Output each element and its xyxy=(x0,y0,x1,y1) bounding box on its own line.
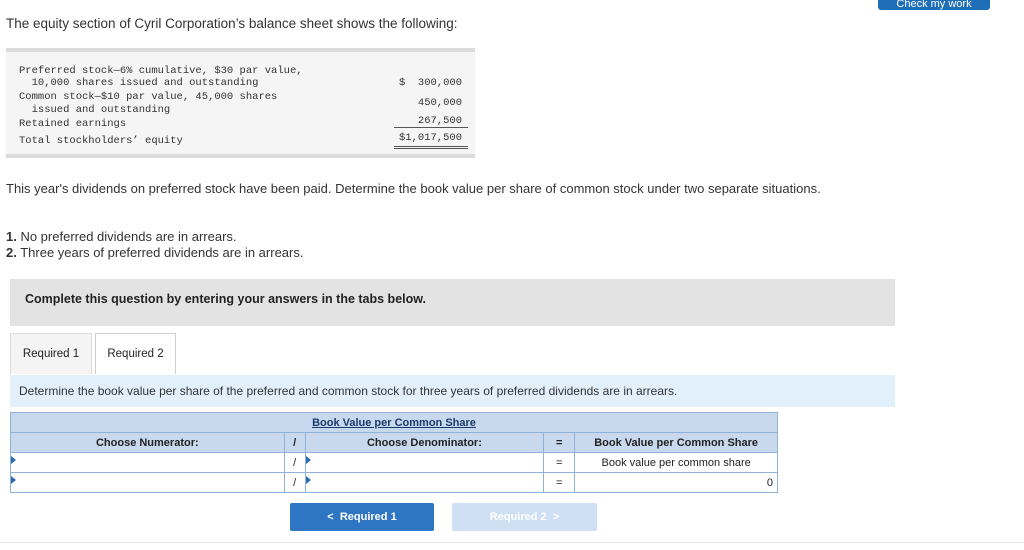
bs-row-amount: 267,500 xyxy=(417,115,462,127)
tab-instruction: Determine the book value per share of the preferred and common stock for three years of preferred dividends are in arrears. xyxy=(10,375,895,407)
book-value-table xyxy=(10,412,778,493)
tab-required-2[interactable]: Required 2 xyxy=(95,333,176,374)
result-header: Book Value per Common Share xyxy=(575,433,778,453)
numerator-input[interactable] xyxy=(11,473,285,493)
table-row xyxy=(11,473,778,493)
divide-symbol: / xyxy=(284,433,305,453)
situation-item: 1. No preferred dividends are in arrears. xyxy=(6,229,237,244)
dropdown-marker-icon xyxy=(306,456,311,464)
numerator-input[interactable] xyxy=(11,453,285,473)
question-text: This year's dividends on preferred stock have been paid. Determine the book value per share of common stock under two separate situations. xyxy=(6,181,821,196)
bs-row-amount: 450,000 xyxy=(417,97,462,109)
chevron-right-icon: > xyxy=(552,511,560,523)
equals-symbol: = xyxy=(544,453,575,473)
equals-symbol: = xyxy=(544,433,575,453)
bs-row-label: Retained earnings xyxy=(19,118,127,130)
divide-symbol: / xyxy=(284,473,305,493)
bs-row-label: 10,000 shares issued and outstanding xyxy=(19,77,259,89)
result-label: Book value per common share xyxy=(575,453,778,473)
dropdown-marker-icon xyxy=(11,476,16,484)
equals-symbol: = xyxy=(544,473,575,493)
tab-required-1[interactable]: Required 1 xyxy=(10,333,92,374)
divide-symbol: / xyxy=(284,453,305,473)
bs-row-label: Common stock—$10 par value, 45,000 shares xyxy=(19,91,278,103)
numerator-header: Choose Numerator: xyxy=(11,433,285,453)
bs-row-label: issued and outstanding xyxy=(19,104,171,116)
chevron-left-icon: < xyxy=(327,511,334,523)
instructions-banner: Complete this question by entering your answers in the tabs below. xyxy=(10,279,895,326)
next-required-button[interactable]: Required 2 > xyxy=(452,503,597,531)
situation-list xyxy=(6,229,303,261)
double-rule-top xyxy=(394,146,468,147)
situation-item: 2. Three years of preferred dividends are in arrears. xyxy=(6,245,304,260)
denominator-input[interactable] xyxy=(305,453,544,473)
table-row xyxy=(11,453,778,473)
bs-row-label: Total stockholders’ equity xyxy=(19,135,183,147)
bs-row-amount: $ 300,000 xyxy=(398,77,462,89)
bs-row-amount: $1,017,500 xyxy=(398,132,462,144)
result-value: 0 xyxy=(575,473,778,493)
dropdown-marker-icon xyxy=(306,476,311,484)
denominator-header: Choose Denominator: xyxy=(305,433,544,453)
bs-row-label: Preferred stock—6% cumulative, $30 par value, xyxy=(19,65,303,77)
prev-required-button[interactable]: < Required 1 xyxy=(290,503,434,531)
double-rule-bottom xyxy=(394,148,468,149)
balance-sheet-panel xyxy=(6,48,475,158)
page-divider xyxy=(0,542,1024,543)
dropdown-marker-icon xyxy=(11,456,16,464)
table-title: Book Value per Common Share xyxy=(11,413,778,433)
intro-text: The equity section of Cyril Corporation’s balance sheet shows the following: xyxy=(6,16,458,31)
denominator-input[interactable] xyxy=(305,473,544,493)
check-my-work-button[interactable]: Check my work xyxy=(878,0,990,10)
total-rule xyxy=(394,127,468,128)
